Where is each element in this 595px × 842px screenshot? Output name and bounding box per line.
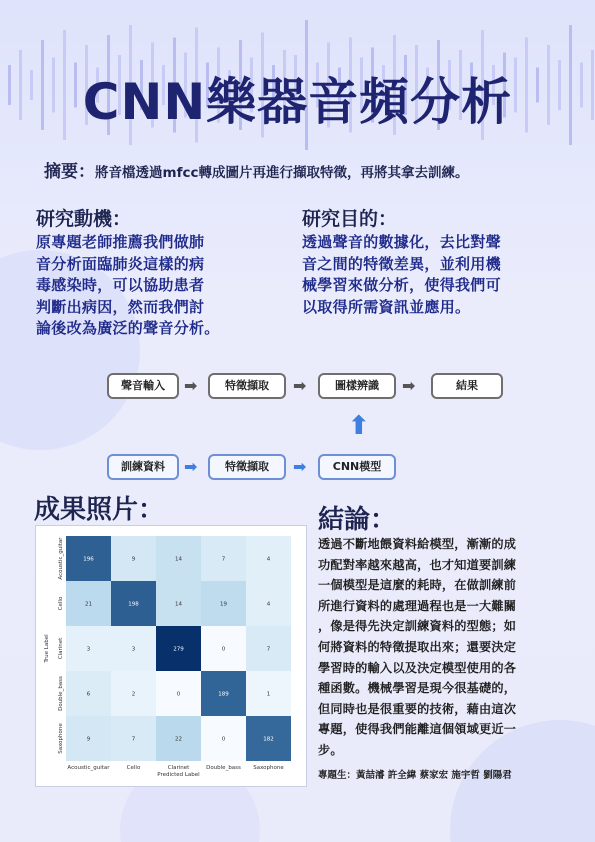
purpose-text: [302, 232, 572, 318]
conclusion-line: ，像是得先決定訓練資料的型態；如: [318, 619, 517, 634]
purpose-line: 透過聲音的數據化，去比對聲: [302, 233, 501, 251]
conclusion-line: 專題，使得我們能離這個領域更近一: [318, 722, 517, 737]
heatmap-cell-value: 14: [175, 556, 182, 563]
heatmap-cell-value: 19: [220, 601, 227, 608]
flow-step-feature-extraction: 特徵擷取: [208, 373, 286, 399]
flow-step-sound-input: 聲音輸入: [107, 373, 179, 399]
conclusion-heading: 結論：: [318, 505, 397, 535]
x-axis-label: Predicted Label: [157, 772, 200, 778]
right-arrow-icon: ➡: [293, 376, 307, 395]
motivation-line: 毒感染時，可以協助患者: [36, 276, 205, 294]
right-arrow-icon: ➡: [402, 376, 416, 395]
heatmap-cell-value: 3: [131, 646, 136, 653]
heatmap-cell-value: 14: [175, 601, 182, 608]
flow-step-training-data: 訓練資料: [107, 454, 179, 480]
heatmap-cell-value: 0: [221, 646, 226, 653]
abstract-label: 摘要：: [44, 162, 95, 182]
heatmap-cell-value: 0: [176, 691, 181, 698]
purpose-line: 以取得所需資訊並應用。: [302, 297, 471, 316]
conclusion-line: 功配對率越來越高，也才知道要訓練: [318, 557, 517, 572]
x-tick-label: Acoustic_guitar: [67, 765, 110, 771]
heatmap-cell-value: 3: [86, 646, 91, 653]
conclusion-line: 學習時的輸入以及決定模型使用的各: [318, 660, 517, 675]
x-tick-label: Cello: [126, 765, 141, 771]
heatmap-cell-value: 2: [131, 691, 136, 698]
abstract: [44, 157, 574, 182]
heatmap-cell-value: 7: [131, 736, 136, 743]
purpose-line: 械學習來做分析，使得我們可: [302, 276, 501, 294]
right-arrow-icon: ➡: [184, 457, 198, 476]
flow-step-result: 結果: [431, 373, 503, 399]
y-axis-label: True Label: [44, 634, 50, 663]
conclusion-text: [318, 534, 566, 761]
heatmap-cell-value: 1: [266, 691, 271, 698]
flow-step-feature-extraction-2: 特徵擷取: [208, 454, 286, 480]
heatmap-cell-value: 9: [86, 736, 91, 743]
conclusion-line: 一個模型是這麼的耗時，在做訓練前: [318, 578, 517, 593]
flow-step-cnn-model: CNN模型: [318, 454, 396, 480]
heatmap-cell-value: 9: [131, 556, 136, 563]
conclusion-line: 透過不斷地餵資料給模型，漸漸的成: [318, 537, 517, 551]
purpose-line: 音之間的特徵差異，並利用機: [302, 254, 501, 273]
team-members: 專題生：黃喆濬 許全緯 蔡家宏 施宇哲 劉陽君: [318, 770, 512, 781]
heatmap-cell-value: 7: [221, 556, 226, 563]
right-arrow-icon: ➡: [184, 376, 198, 395]
y-tick-label: Clarinet: [58, 637, 64, 660]
motivation-line: 論後改為廣泛的聲音分析。: [36, 319, 220, 337]
heatmap-cell-value: 6: [86, 691, 91, 698]
right-arrow-icon: ➡: [293, 457, 307, 476]
conclusion-line: 何將資料的特徵提取出來；還要決定: [318, 639, 517, 654]
motivation-heading: 研究動機：: [36, 208, 132, 230]
heatmap-cell-value: 279: [173, 646, 184, 653]
abstract-text: 將音檔透過mfcc轉成圖片再進行擷取特徵，再將其拿去訓練。: [95, 165, 469, 181]
conclusion-line: 所進行資料的處理過程也是一大難關: [318, 598, 517, 613]
heatmap-cell-value: 21: [85, 601, 92, 608]
y-tick-label: Acoustic_guitar: [58, 537, 64, 580]
heatmap-cell-value: 4: [266, 601, 271, 608]
heatmap-cell-value: 22: [175, 736, 182, 743]
up-arrow-icon: ⬆: [348, 411, 370, 441]
conclusion-line: 但同時也是很重要的技術，藉由這次: [318, 701, 517, 716]
motivation-line: 音分析面臨肺炎這樣的病: [36, 254, 205, 273]
y-tick-label: Double_bass: [58, 676, 64, 711]
y-tick-label: Saxophone: [58, 723, 64, 754]
confusion-matrix-figure: [35, 525, 307, 787]
heatmap-cell-value: 196: [83, 556, 94, 563]
results-heading: 成果照片：: [34, 495, 165, 525]
motivation-line: 判斷出病因，然而我們討: [36, 297, 205, 316]
conclusion-line: 步。: [318, 742, 343, 757]
heatmap-cell-value: 4: [266, 556, 271, 563]
x-tick-label: Saxophone: [253, 765, 284, 771]
heatmap-cell-value: 182: [263, 736, 274, 743]
heatmap-cell-value: 198: [128, 601, 139, 608]
heatmap-cell-value: 189: [218, 691, 229, 698]
x-tick-label: Double_bass: [206, 765, 241, 771]
x-tick-label: Clarinet: [167, 765, 190, 771]
heatmap-cell-value: 0: [221, 736, 226, 743]
motivation-text: [36, 232, 276, 340]
motivation-line: 原專題老師推薦我們做肺: [36, 233, 205, 251]
purpose-heading: 研究目的：: [302, 208, 398, 230]
y-tick-label: Cello: [58, 596, 64, 611]
poster-title: CNN樂器音頻分析: [82, 73, 513, 131]
flow-step-pattern-recognition: 圖樣辨識: [318, 373, 396, 399]
confusion-matrix-chart: [36, 526, 308, 788]
heatmap-cell-value: 7: [266, 646, 271, 653]
conclusion-line: 種函數。機械學習是現今很基礎的，: [318, 681, 517, 696]
